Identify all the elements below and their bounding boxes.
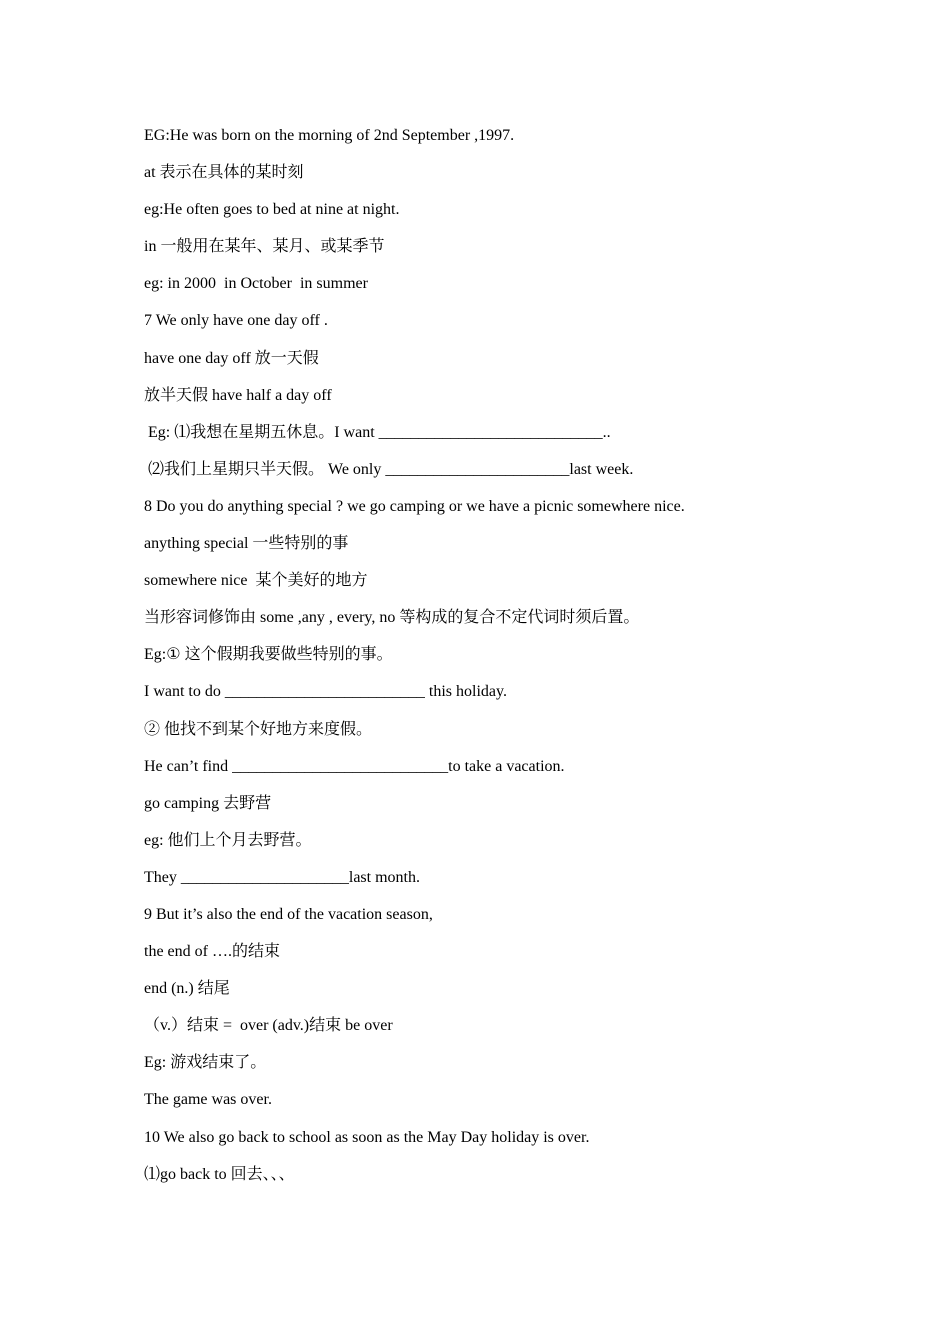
exercise-line: I want to do _________________________ this holiday. bbox=[144, 683, 507, 701]
text-line: go camping 去野营 bbox=[144, 794, 272, 812]
text-line: eg: in 2000 in October in summer bbox=[144, 275, 368, 293]
text-line: 放半天假 have half a day off bbox=[144, 386, 332, 404]
exercise-line: ⑵我们上星期只半天假。 We only _______________________last week. bbox=[144, 460, 634, 478]
text-line: eg:He often goes to bed at nine at night. bbox=[144, 201, 400, 219]
text-line: have one day off 放一天假 bbox=[144, 349, 319, 367]
text-line: in 一般用在某年、某月、或某季节 bbox=[144, 238, 385, 256]
text-line: （v.）结束 = over (adv.)结束 be over bbox=[144, 1017, 393, 1035]
text-line: ⑴go back to 回去、、、 bbox=[144, 1165, 295, 1183]
text-line: Eg:① 这个假期我要做些特别的事。 bbox=[144, 646, 393, 664]
text-line: 当形容词修饰由 some ,any , every, no 等构成的复合不定代词时须后置。 bbox=[144, 609, 640, 627]
text-line: at 表示在具体的某时刻 bbox=[144, 164, 304, 182]
text-line: ② 他找不到某个好地方来度假。 bbox=[144, 720, 373, 738]
text-line: end (n.) 结尾 bbox=[144, 980, 230, 998]
exercise-line: He can’t find ___________________________to take a vacation. bbox=[144, 757, 565, 775]
exercise-line: They _____________________last month. bbox=[144, 868, 420, 886]
text-line: 8 Do you do anything special ? we go camping or we have a picnic somewhere nice. bbox=[144, 497, 685, 515]
text-line: the end of ….的结束 bbox=[144, 943, 280, 961]
text-line: anything special 一些特别的事 bbox=[144, 535, 349, 553]
text-line: 7 We only have one day off . bbox=[144, 312, 328, 330]
text-line: somewhere nice 某个美好的地方 bbox=[144, 572, 368, 590]
text-line: The game was over. bbox=[144, 1091, 272, 1109]
text-line: 10 We also go back to school as soon as the May Day holiday is over. bbox=[144, 1128, 590, 1146]
text-line: EG:He was born on the morning of 2nd September ,1997. bbox=[144, 127, 515, 144]
text-line: 9 But it’s also the end of the vacation season, bbox=[144, 905, 433, 923]
document-body bbox=[144, 124, 844, 1200]
exercise-line: Eg: ⑴我想在星期五休息。I want ____________________________.. bbox=[144, 423, 611, 441]
text-line: eg: 他们上个月去野营。 bbox=[144, 831, 312, 849]
text-line: Eg: 游戏结束了。 bbox=[144, 1054, 267, 1072]
